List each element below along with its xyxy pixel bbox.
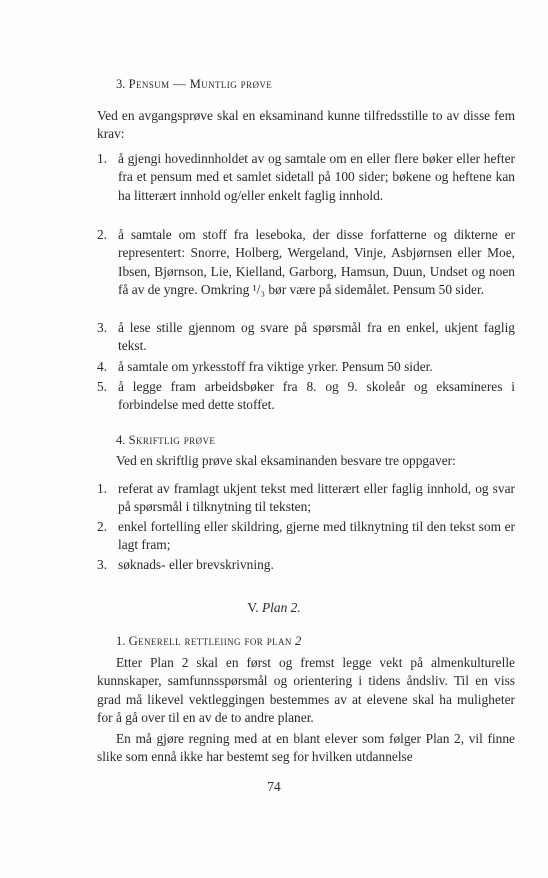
list-item-number: 3. — [97, 557, 108, 572]
paragraph: En må gjøre regning med at en blant elever som følger Plan 2, vil finne slike som ennå ikke har bestemt seg for hvilken utdannelse — [97, 731, 515, 765]
list-item: å lese stille gjennom og svare på spørsmål fra en enkel, ukjent faglig tekst. — [118, 320, 515, 354]
page-number: 74 — [267, 779, 281, 794]
list-item-number: 2. — [97, 519, 108, 534]
section-4-title: Skriftlig prøve — [128, 433, 216, 447]
list-item: å samtale om yrkesstoff fra viktige yrker. Pensum 50 sider. — [118, 359, 433, 374]
list-item-number: 3. — [97, 320, 108, 335]
list-item: enkel fortelling eller skildring, gjerne med tilknytning til den tekst som er lagt fram; — [118, 519, 515, 553]
section-3-intro: Ved en avgangsprøve skal en eksaminand kunne tilfredsstille to av disse fem krav: — [97, 108, 515, 142]
section-3-number: 3. — [116, 77, 126, 91]
paragraph: Etter Plan 2 skal en først og fremst legge vekt på almenkulturelle kunnskaper, samfunnsspørsmål og orientering i tidens åndsliv. Til en viss grad må likevel vektleggingen bestemmes av at elevene skal ha muligheter for å gå over til en av de to andre planer. — [97, 655, 515, 726]
section-1-number: 1. — [116, 634, 126, 648]
list-item: å samtale om stoff fra leseboka, der disse forfatterne og dikterne er representert: Snorre, Holberg, Wergeland, Vinje, Asbjørnsen eller Moe, Ibsen, Bjørnson, Lie, Kielland, Garborg, Hamsun, Duun, Undset og noen få av de yngre. Omkring ¹/₃ bør være på sidemålet. Pensum 50 sider. — [118, 227, 515, 298]
chapter-heading — [0, 600, 548, 616]
section-4-heading — [116, 432, 215, 448]
section-4-number: 4. — [116, 433, 126, 447]
list-item: søknads- eller brevskrivning. — [118, 557, 274, 572]
list-item-number: 1. — [97, 481, 108, 496]
chapter-number: V. — [247, 600, 259, 615]
section-1-title: Generell rettleiing for plan — [128, 634, 292, 648]
list-item: referat av framlagt ukjent tekst med litterært eller faglig innhold, og svar på spørsmål i tilknytning til teksten; — [118, 481, 515, 515]
list-item-number: 1. — [97, 151, 108, 166]
list-item: å legge fram arbeidsbøker fra 8. og 9. skoleår og eksamineres i forbindelse med dette stoffet. — [118, 379, 515, 413]
section-4-intro: Ved en skriftlig prøve skal eksaminanden besvare tre oppgaver: — [116, 453, 456, 468]
section-3-title: Pensum — Muntlig prøve — [128, 77, 273, 91]
list-item-number: 2. — [97, 227, 108, 242]
section-1-title-tail: 2 — [295, 634, 302, 648]
list-item: å gjengi hovedinnholdet av og samtale om en eller flere bøker eller hefter fra et pensum med et samlet sidetall på 100 sider; bøkene og heftene kan ha litterært innhold og/eller enkelt faglig innhold. — [118, 151, 515, 203]
list-item-number: 5. — [97, 379, 108, 394]
chapter-title: Plan 2. — [261, 600, 301, 615]
section-1-heading — [116, 633, 301, 649]
list-item-number: 4. — [97, 359, 108, 374]
section-3-heading — [116, 76, 272, 92]
